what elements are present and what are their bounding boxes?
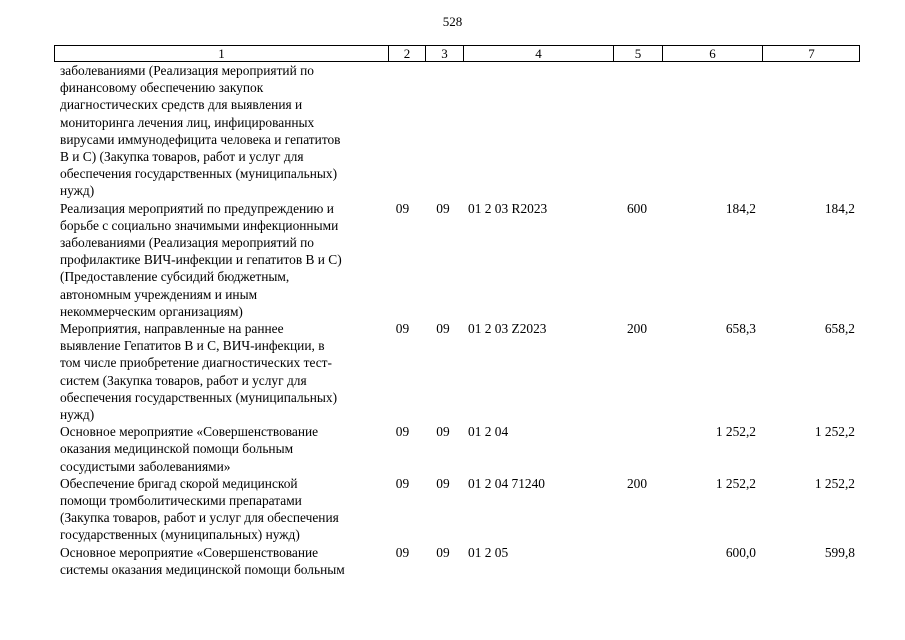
amount-planned: 1 252,2 xyxy=(715,475,756,491)
subsection-code: 09 xyxy=(436,200,450,216)
row-description xyxy=(60,62,390,200)
description-line: (Предоставление субсидий бюджетным, xyxy=(60,269,290,285)
row-description xyxy=(60,320,390,423)
expense-type-code: 200 xyxy=(626,320,648,336)
description-line: систем (Закупка товаров, работ и услуг для xyxy=(60,372,307,388)
section-code: 09 xyxy=(395,200,410,216)
column-header-7: 7 xyxy=(762,46,860,61)
description-line: нужд) xyxy=(60,183,95,199)
description-line: Основное мероприятие «Совершенствование xyxy=(60,424,319,440)
table-row xyxy=(54,320,860,423)
description-line: некоммерческим организациям) xyxy=(60,303,243,319)
description-line: помощи тромболитическими препаратами xyxy=(60,492,302,508)
description-line: Реализация мероприятий по предупреждению и xyxy=(60,200,334,216)
subsection-code: 09 xyxy=(436,544,450,560)
description-line: (Закупка товаров, работ и услуг для обеспечения xyxy=(60,510,339,526)
row-description xyxy=(60,423,390,475)
description-line: государственных (муниципальных) нужд) xyxy=(60,527,300,543)
description-line: Основное мероприятие «Совершенствование xyxy=(60,544,319,560)
description-line: В и С) (Закупка товаров, работ и услуг для xyxy=(60,149,304,165)
description-line: борьбе с социально значимыми инфекционными xyxy=(60,217,339,233)
subsection-code: 09 xyxy=(436,424,450,440)
column-header-5: 5 xyxy=(613,46,662,61)
description-line: диагностических средств для выявления и xyxy=(60,97,303,113)
description-line: Обеспечение бригад скорой медицинской xyxy=(60,475,298,491)
target-article-code: 01 2 03 Z2023 xyxy=(468,320,547,336)
description-line: заболеваниями (Реализация мероприятий по xyxy=(60,235,314,250)
description-line: том числе приобретение диагностических тест- xyxy=(60,355,332,371)
table-row xyxy=(54,200,860,320)
description-line: заболеваниями (Реализация мероприятий по xyxy=(60,63,314,78)
budget-table xyxy=(54,45,860,578)
subsection-code: 09 xyxy=(436,320,450,336)
description-line: вирусами иммунодефицита человека и гепатитов xyxy=(60,131,341,147)
table-row xyxy=(54,475,860,544)
description-line: мониторинга лечения лиц, инфицированных xyxy=(60,114,315,130)
table-row xyxy=(54,544,860,578)
description-line: сосудистыми заболеваниями» xyxy=(60,458,231,474)
row-description xyxy=(60,200,390,320)
description-line: Мероприятия, направленные на раннее xyxy=(60,320,284,336)
page-number: 528 xyxy=(442,14,463,29)
description-line: оказания медицинской помощи больным xyxy=(60,441,294,457)
description-line: финансовому обеспечению закупок xyxy=(60,80,264,96)
section-code: 09 xyxy=(395,544,410,560)
amount-planned: 1 252,2 xyxy=(715,424,756,440)
target-article-code: 01 2 04 71240 xyxy=(468,475,545,491)
table-row xyxy=(54,423,860,475)
amount-planned: 658,3 xyxy=(725,320,756,336)
table-row xyxy=(54,62,860,200)
description-line: выявление Гепатитов В и С, ВИЧ-инфекции, в xyxy=(60,338,325,354)
column-header-3: 3 xyxy=(425,46,463,61)
column-header-2: 2 xyxy=(388,46,425,61)
amount-actual: 1 252,2 xyxy=(814,424,855,440)
description-line: системы оказания медицинской помощи больным xyxy=(60,561,345,577)
row-description xyxy=(60,475,390,544)
description-line: автономным учреждениям и иным xyxy=(60,286,258,302)
row-description xyxy=(60,544,390,578)
section-code: 09 xyxy=(395,424,410,440)
amount-planned: 600,0 xyxy=(725,544,756,560)
section-code: 09 xyxy=(395,475,410,491)
subsection-code: 09 xyxy=(436,475,450,491)
table-header-row xyxy=(54,45,860,62)
section-code: 09 xyxy=(395,320,410,336)
target-article-code: 01 2 04 xyxy=(468,424,509,440)
amount-actual: 1 252,2 xyxy=(814,475,855,491)
expense-type-code: 200 xyxy=(626,475,648,491)
amount-actual: 599,8 xyxy=(824,544,855,560)
table-body xyxy=(54,62,860,578)
expense-type-code: 600 xyxy=(626,200,648,216)
target-article-code: 01 2 05 xyxy=(468,544,509,560)
amount-actual: 658,2 xyxy=(824,320,855,336)
description-line: обеспечения государственных (муниципальных) xyxy=(60,389,338,405)
column-header-1: 1 xyxy=(218,46,225,61)
description-line: профилактике ВИЧ-инфекции и гепатитов В и С) xyxy=(60,252,342,268)
description-line: нужд) xyxy=(60,407,95,422)
column-header-6: 6 xyxy=(662,46,762,61)
target-article-code: 01 2 03 R2023 xyxy=(468,200,548,216)
amount-actual: 184,2 xyxy=(824,200,855,216)
column-header-4: 4 xyxy=(463,46,613,61)
amount-planned: 184,2 xyxy=(725,200,756,216)
description-line: обеспечения государственных (муниципальных) xyxy=(60,166,338,182)
